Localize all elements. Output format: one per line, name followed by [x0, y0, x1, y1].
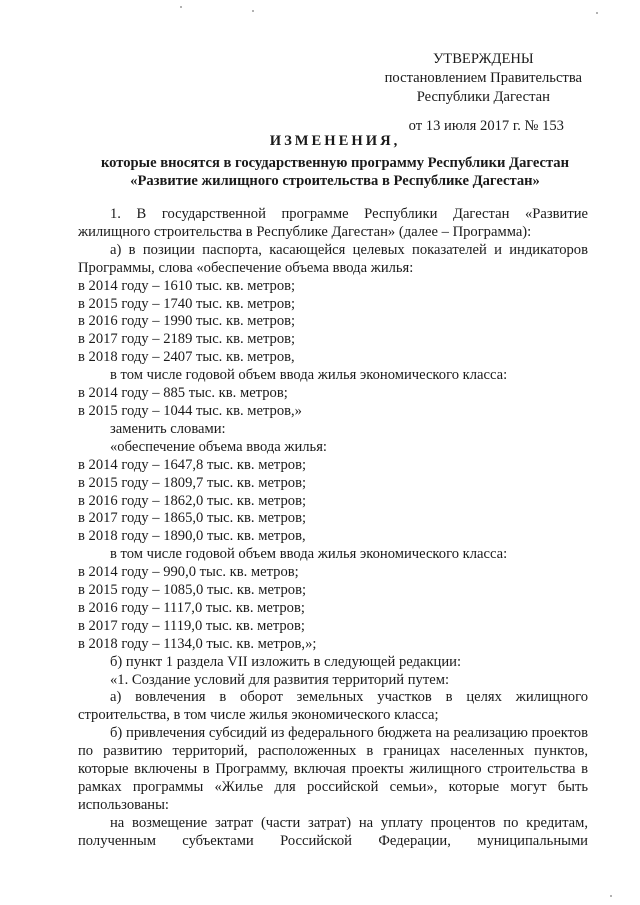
paragraph-b: б) привлечения субсидий из федерального бюджета на реализацию проектов по развитию территорий, расположенных в границах населенных пунктов, которые включены в Программу, включая проекты жилищного строительства в рамках программы «Жилье для российской семьи», которые могут быть использованы:	[78, 725, 588, 813]
approval-stamp-block	[385, 50, 582, 136]
title-subtitle-line1: которые вносятся в государственную программу Республики Дагестан	[100, 155, 570, 171]
body-line: б) пункт 1 раздела VII изложить в следующей редакции:	[110, 653, 462, 670]
approval-date: от 13 июля 2017 г. № 153	[408, 118, 564, 134]
body-line: «обеспечение объема ввода жилья:	[110, 438, 327, 455]
body-line: а) в позиции паспорта, касающейся целевых показателей и индикаторов	[110, 241, 588, 258]
body-line: в 2014 году – 885 тыс. кв. метров;	[78, 385, 288, 402]
title-subtitle-line2: «Развитие жилищного строительства в Республике Дагестан»	[130, 173, 540, 189]
paragraph-a: а) вовлечения в оборот земельных участков в целях жилищного строительства, в том числе жилья экономического класса;	[78, 689, 588, 724]
body-line: в 2015 году – 1740 тыс. кв. метров;	[78, 295, 296, 312]
scan-speck	[610, 895, 612, 897]
body-line: в 2018 году – 1890,0 тыс. кв. метров,	[78, 528, 306, 545]
body-line: в 2017 году – 1865,0 тыс. кв. метров;	[78, 510, 307, 527]
body-line: в 2015 году – 1085,0 тыс. кв. метров;	[78, 582, 307, 599]
document-title	[78, 132, 592, 190]
body-line: в 2018 году – 1134,0 тыс. кв. метров,»;	[78, 635, 317, 652]
body-line: в 2017 году – 2189 тыс. кв. метров;	[78, 331, 296, 348]
approval-resolution: постановлением Правительства	[384, 70, 582, 86]
title-main: ИЗМЕНЕНИЯ,	[269, 133, 401, 149]
body-line: в 2014 году – 990,0 тыс. кв. метров;	[78, 564, 299, 581]
body-line: «1. Создание условий для развития территорий путем:	[110, 671, 449, 688]
document-body	[78, 206, 588, 851]
body-line: Программы, слова «обеспечение объема ввода жилья:	[78, 259, 414, 276]
body-line: в 2015 году – 1809,7 тыс. кв. метров;	[78, 474, 307, 491]
approval-authority: Республики Дагестан	[416, 89, 550, 105]
paragraph-c-line1: на возмещение затрат (части затрат) на уплату процентов по кредитам,	[110, 814, 588, 831]
body-line: 1. В государственной программе Республики Дагестан «Развитие	[110, 206, 588, 222]
body-line: в 2018 году – 2407 тыс. кв. метров,	[78, 349, 295, 366]
body-line: жилищного строительства в Республике Дагестан» (далее – Программа):	[78, 223, 532, 240]
body-line: в 2015 году – 1044 тыс. кв. метров,»	[78, 402, 302, 419]
approval-heading: УТВЕРЖДЕНЫ	[432, 51, 534, 67]
scan-speck	[596, 12, 598, 14]
paragraph-c-line2: полученным субъектами Российской Федерации, муниципальными	[78, 832, 588, 849]
body-line: в том числе годовой объем ввода жилья экономического класса:	[110, 367, 508, 384]
body-line: в том числе годовой объем ввода жилья экономического класса:	[110, 546, 508, 563]
scan-speck	[252, 10, 254, 12]
body-line: в 2014 году – 1647,8 тыс. кв. метров;	[78, 456, 307, 473]
body-line: в 2017 году – 1119,0 тыс. кв. метров;	[78, 617, 305, 634]
body-line: в 2014 году – 1610 тыс. кв. метров;	[78, 277, 296, 294]
body-line: в 2016 году – 1990 тыс. кв. метров;	[78, 313, 296, 330]
body-line: в 2016 году – 1117,0 тыс. кв. метров;	[78, 599, 305, 616]
scan-speck	[180, 6, 182, 8]
body-line: заменить словами:	[110, 420, 226, 437]
body-line: в 2016 году – 1862,0 тыс. кв. метров;	[78, 492, 307, 509]
